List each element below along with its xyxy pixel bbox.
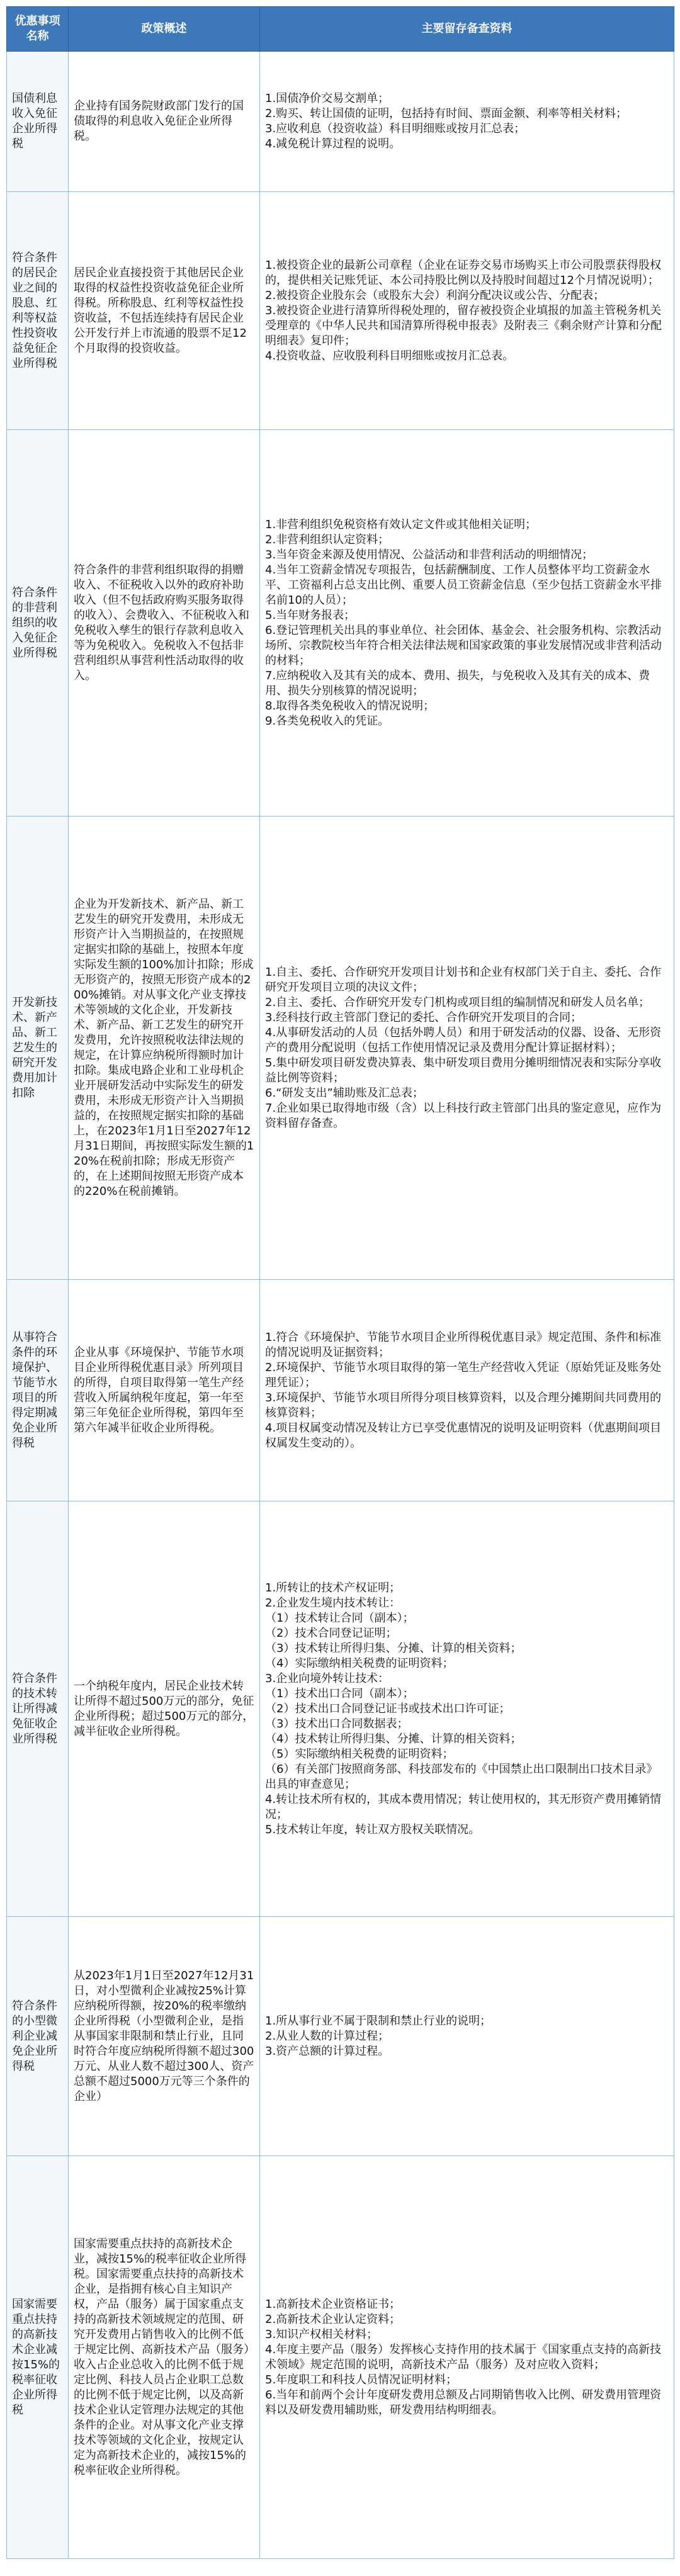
document-item: 7.企业如果已取得地市级（含）以上科技行政主管部门出具的鉴定意见，应作为资料留存备查。 (265, 1101, 662, 1130)
document-item: 2.自主、委托、合作研究开发专门机构或项目组的编制情况和研发人员名单； (265, 995, 650, 1009)
document-item: 2.高新技术企业认定资料； (265, 2312, 401, 2326)
document-item: 5.年度职工和科技人员情况证明材料； (265, 2373, 458, 2387)
document-item: 1.国债净价交易交割单； (265, 92, 390, 105)
document-item: （4）实际缴纳相关税费的证明资料； (265, 1656, 454, 1670)
incentive-name: 符合条件的非营利组织的收入免征企业所得税 (7, 430, 69, 816)
document-item: 8.取得各类免税收入的情况说明； (265, 699, 435, 713)
policy-sheet (6, 6, 674, 2559)
document-item: 4.减免税计算过程的说明。 (265, 137, 401, 150)
table-row (7, 1917, 674, 2156)
document-item: 1.高新技术企业资格证书； (265, 2297, 401, 2311)
document-item: 3.环境保护、节能节水项目所得分项目核算资料，以及合理分摊期间共同费用的核算资料； (265, 1391, 662, 1420)
document-item: 5.当年财务报表； (265, 608, 356, 622)
document-item: 3.经科技行政主管部门登记的委托、合作研究开发项目的合同； (265, 1010, 582, 1024)
document-item: （1）技术出口合同（副本）； (265, 1686, 414, 1700)
document-item: 1.所转让的技术产权证明； (265, 1581, 401, 1595)
document-item: 2.被投资企业股东会（或股东大会）利润分配决议或公告、分配表； (265, 288, 605, 302)
document-item: 2.从业人数的计算过程； (265, 2029, 390, 2043)
document-item: （4）技术转让所得归集、分摊、计算的相关资料； (265, 1732, 522, 1746)
document-item: 3.资产总额的计算过程。 (265, 2044, 390, 2058)
document-item: （2）技术出口合同登记证书或技术出口许可证； (265, 1702, 511, 1715)
policy-summary: 符合条件的非营利组织取得的捐赠收入、不征税收入以外的政府补助收入（但不包括政府购买服务取得的收入）、会费收入、不征税收入和免税收入孳生的银行存款利息收入等为免税收入。免税收入不包括非营利组织从事营利性活动取得的收入。 (69, 430, 260, 816)
table-row (7, 1501, 674, 1917)
document-item: 7.应纳税收入及其有关的成本、费用、损失，与免税收入及其有关的成本、费用、损失分别核算的情况说明； (265, 669, 650, 698)
document-item: 2.企业发生境内技术转让： (265, 1596, 401, 1610)
document-item: 2.环境保护、节能节水项目取得的第一笔生产经营收入凭证（原始凭证及账务处理凭证）； (265, 1360, 662, 1389)
document-item: 1.自主、委托、合作研究开发项目计划书和企业有权部门关于自主、委托、合作研究开发项目立项的决议文件； (265, 965, 662, 994)
table-row (7, 816, 674, 1280)
header-retained-documents: 主要留存备查资料 (260, 7, 674, 52)
document-item: 6.当年和前两个会计年度研发费用总额及占同期销售收入比例、研发费用管理资料以及研发费用辅助账，研发费用结构明细表。 (265, 2388, 662, 2417)
table-row (7, 1280, 674, 1501)
document-item: 6.“研发支出”辅助账及汇总表； (265, 1086, 424, 1100)
document-item: 5.集中研发项目研发费决算表、集中研发项目费用分摊明细情况表和实际分享收益比例等资料； (265, 1056, 662, 1085)
document-item: （1）技术转让合同（副本）； (265, 1611, 414, 1625)
table-header-row (7, 7, 674, 52)
retained-documents (260, 1280, 674, 1501)
incentive-name: 国债利息收入免征企业所得税 (7, 52, 69, 192)
incentive-name: 符合条件的小型微利企业减免企业所得税 (7, 1917, 69, 2156)
retained-documents (260, 1501, 674, 1917)
retained-documents (260, 192, 674, 430)
policy-summary: 一个纳税年度内，居民企业技术转让所得不超过500万元的部分，免征企业所得税；超过500万元的部分，减半征收企业所得税。 (69, 1501, 260, 1917)
incentive-name: 从事符合条件的环境保护、节能节水项目的所得定期减免企业所得税 (7, 1280, 69, 1501)
document-item: 4.从事研发活动的人员（包括外聘人员）和用于研发活动的仪器、设备、无形资产的费用分配说明（包括工作使用情况记录及费用分配计算证据材料）； (265, 1025, 662, 1054)
document-item: 4.投资收益、应收股利科目明细账或按月汇总表。 (265, 349, 514, 363)
document-item: 5.技术转让年度，转让双方股权关联情况。 (265, 1822, 480, 1836)
document-item: （6）有关部门按照商务部、科技部发布的《中国禁止出口限制出口技术目录》出具的审查意见； (265, 1762, 658, 1791)
document-item: 1.被投资企业的最新公司章程（企业在证券交易市场购买上市公司股票获得股权的，提供相关记账凭证、本公司持股比例以及持股时间超过12个月情况说明）； (265, 258, 662, 287)
retained-documents (260, 2156, 674, 2559)
document-item: 6.登记管理机关出具的事业单位、社会团体、基金会、社会服务机构、宗教活动场所、宗教院校当年符合相关法律法规和国家政策的事业发展情况或非营利活动的材料； (265, 623, 662, 667)
table-row (7, 192, 674, 430)
retained-documents (260, 52, 674, 192)
document-item: 2.非营利组织认定资料； (265, 533, 390, 546)
policy-summary: 从2023年1月1日至2027年12月31日，对小型微利企业减按25%计算应纳税所得额，按20%的税率缴纳企业所得税（小型微利企业，是指从事国家非限制和禁止行业，且同时符合年度应纳税所得额不超过300万元、从业人数不超过300人、资产总额不超过5000万元等三个条件的企业） (69, 1917, 260, 2156)
incentive-name: 符合条件的居民企业之间的股息、红利等权益性投资收益免征企业所得税 (7, 192, 69, 430)
document-item: 4.项目权属变动情况及转让方已享受优惠情况的说明及证明资料（优惠期间项目权属发生变动的）。 (265, 1421, 662, 1450)
table-row (7, 52, 674, 192)
table-row (7, 430, 674, 816)
document-item: （5）实际缴纳相关税费的证明资料； (265, 1747, 454, 1761)
document-item: 2.购买、转让国债的证明，包括持有时间、票面金额、利率等相关材料； (265, 107, 628, 120)
incentive-name: 开发新技术、新产品、新工艺发生的研究开发费用加计扣除 (7, 816, 69, 1280)
header-policy-summary: 政策概述 (69, 7, 260, 52)
document-item: 4.当年工资薪金情况专项报告，包括薪酬制度、工作人员整体平均工资薪金水平、工资福利占总支出比例、重要人员工资薪金信息（至少包括工资薪金水平排名前10的人员）； (265, 563, 662, 607)
document-item: （3）技术出口合同数据表； (265, 1717, 409, 1731)
document-item: （2）技术合同登记证明； (265, 1626, 397, 1640)
document-item: 4.转让技术所有权的，其成本费用情况；转让使用权的，其无形资产费用摊销情况； (265, 1792, 662, 1821)
document-item: 3.被投资企业进行清算所得税处理的，留存被投资企业填报的加盖主管税务机关受理章的《中华人民共和国清算所得税申报表》及附表三《剩余财产计算和分配明细表》复印件； (265, 303, 662, 347)
retained-documents (260, 430, 674, 816)
document-item: （3）技术转让所得归集、分摊、计算的相关资料； (265, 1641, 522, 1655)
policy-summary: 国家需要重点扶持的高新技术企业，减按15%的税率征收企业所得税。国家需要重点扶持的高新技术企业，是指拥有核心自主知识产权，产品（服务）属于国家重点支持的高新技术领域规定的范围、研究开发费用占销售收入的比例不低于规定比例、高新技术产品（服务）收入占企业总收入的比例不低于规定比例、科技人员占企业职工总数的比例不低于规定比例，以及高新技术企业认定管理办法规定的其他条件的企业。对从事文化产业支撑技术等领域的文化企业，按规定认定为高新技术企业的，减按15%的税率征收企业所得税。 (69, 2156, 260, 2559)
tax-incentive-table (6, 6, 674, 2559)
document-item: 4.年度主要产品（服务）发挥核心支持作用的技术属于《国家重点支持的高新技术领域》规定范围的说明，高新技术产品（服务）及对应收入资料； (265, 2342, 662, 2371)
policy-summary: 企业持有国务院财政部门发行的国债取得的利息收入免征企业所得税。 (69, 52, 260, 192)
document-item: 3.当年资金来源及使用情况、公益活动和非营利活动的明细情况； (265, 548, 594, 562)
document-item: 3.知识产权相关材料； (265, 2327, 378, 2341)
policy-summary: 企业从事《环境保护、节能节水项目企业所得税优惠目录》所列项目的所得，自项目取得第一笔生产经营收入所属纳税年度起，第一年至第三年免征企业所得税，第四年至第六年减半征收企业所得税。 (69, 1280, 260, 1501)
document-item: 3.企业向境外转让技术： (265, 1671, 390, 1685)
incentive-name: 国家需要重点扶持的高新技术企业减按15%的税率征收企业所得税 (7, 2156, 69, 2559)
policy-summary: 居民企业直接投资于其他居民企业取得的权益性投资收益免征企业所得税。所称股息、红利等权益性投资收益，不包括连续持有居民企业公开发行并上市流通的股票不足12个月取得的投资收益。 (69, 192, 260, 430)
document-item: 3.应收利息（投资收益）科目明细账或按月汇总表； (265, 122, 526, 135)
document-item: 1.符合《环境保护、节能节水项目企业所得税优惠目录》规定范围、条件和标准的情况说明及证据资料； (265, 1330, 662, 1359)
policy-summary: 企业为开发新技术、新产品、新工艺发生的研究开发费用，未形成无形资产计入当期损益的，在按照规定据实扣除的基础上，按照本年度实际发生额的100%加计扣除；形成无形资产的，按照无形资产成本的200%摊销。对从事文化产业支撑技术等领域的文化企业，开发新技术、新产品、新工艺发生的研究开发费用，允许按照税收法律法规的规定，在计算应纳税所得额时加计扣除。集成电路企业和工业母机企业开展研发活动中实际发生的研发费用，未形成无形资产计入当期损益的，在按照规定据实扣除的基础上，在2023年1月1日至2027年12月31日期间，再按照实际发生额的120%在税前扣除；形成无形资产的，在上述期间按照无形资产成本的220%在税前摊销。 (69, 816, 260, 1280)
document-item: 1.所从事行业不属于限制和禁止行业的说明； (265, 2014, 492, 2028)
retained-documents (260, 1917, 674, 2156)
document-item: 1.非营利组织免税资格有效认定文件或其他相关证明； (265, 517, 537, 531)
header-incentive-name: 优惠事项名称 (7, 7, 69, 52)
document-item: 9.各类免税收入的凭证。 (265, 714, 390, 728)
retained-documents (260, 816, 674, 1280)
incentive-name: 符合条件的技术转让所得减免征收企业所得税 (7, 1501, 69, 1917)
table-row (7, 2156, 674, 2559)
